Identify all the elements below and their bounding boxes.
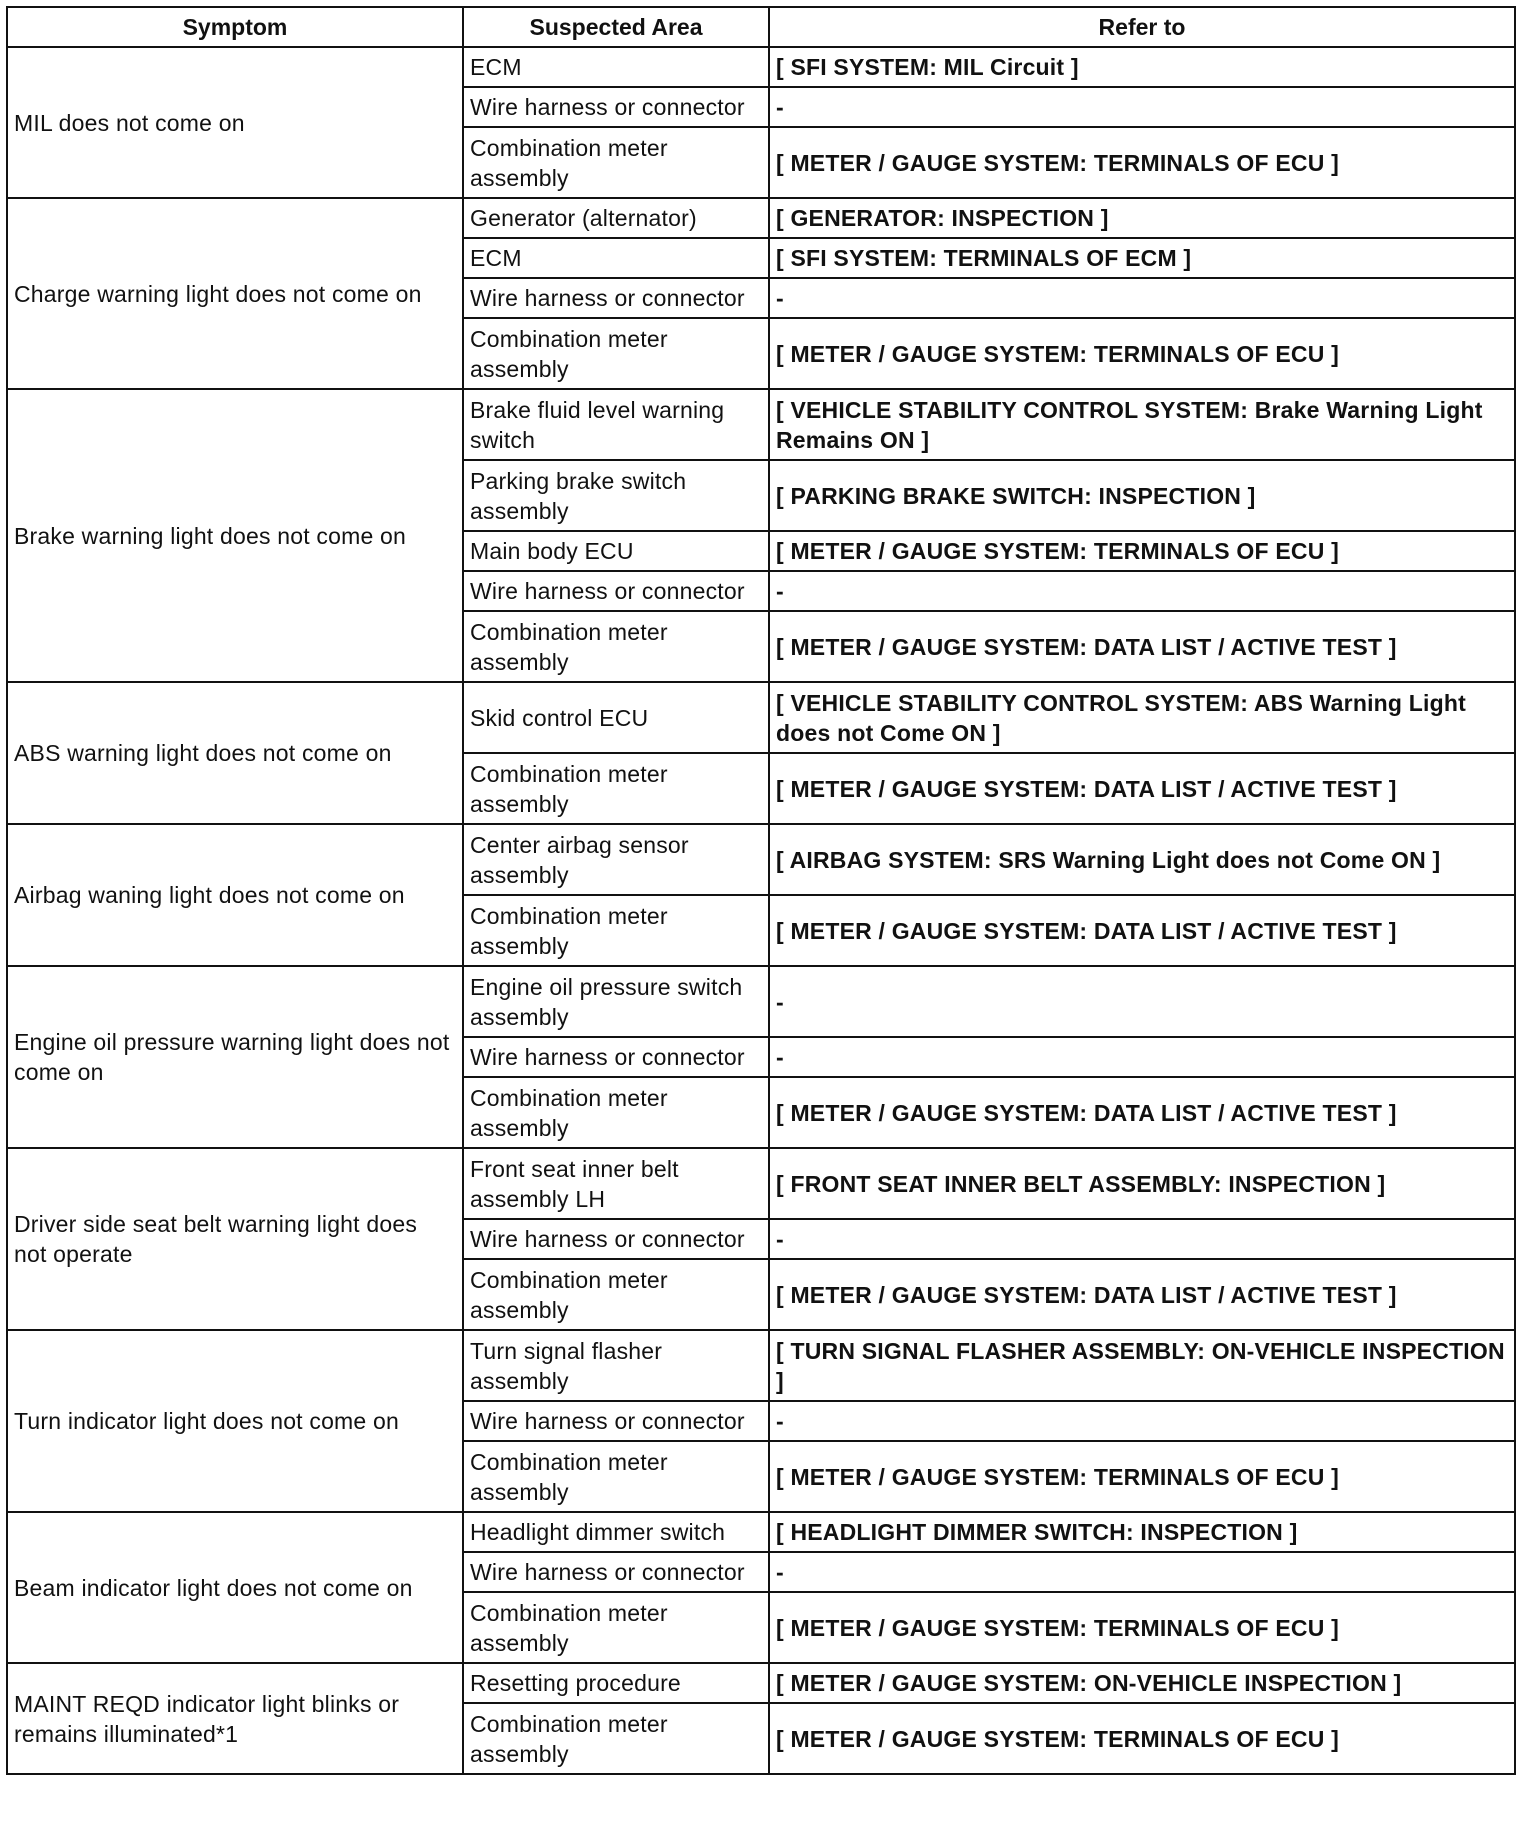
symptom-cell: Brake warning light does not come on — [7, 389, 463, 682]
table-row — [7, 389, 1515, 460]
symptom-cell: Turn indicator light does not come on — [7, 1330, 463, 1512]
refer-to-link[interactable]: [ METER / GAUGE SYSTEM: DATA LIST / ACTIVE TEST ] — [769, 753, 1515, 824]
suspected-area-cell: Combination meter assembly — [463, 1077, 769, 1148]
suspected-area-cell: Combination meter assembly — [463, 753, 769, 824]
symptom-cell: MIL does not come on — [7, 47, 463, 198]
refer-to-link[interactable]: [ VEHICLE STABILITY CONTROL SYSTEM: Brake Warning Light Remains ON ] — [769, 389, 1515, 460]
suspected-area-cell: Combination meter assembly — [463, 318, 769, 389]
problem-symptoms-table — [6, 6, 1516, 1775]
suspected-area-cell: ECM — [463, 47, 769, 87]
suspected-area-cell: Front seat inner belt assembly LH — [463, 1148, 769, 1219]
table-row — [7, 198, 1515, 238]
suspected-area-cell: Wire harness or connector — [463, 571, 769, 611]
refer-to-link[interactable]: [ METER / GAUGE SYSTEM: TERMINALS OF ECU ] — [769, 1592, 1515, 1663]
refer-to-link[interactable]: [ SFI SYSTEM: TERMINALS OF ECM ] — [769, 238, 1515, 278]
symptom-cell: Charge warning light does not come on — [7, 198, 463, 389]
suspected-area-cell: Combination meter assembly — [463, 127, 769, 198]
refer-to-link[interactable]: [ METER / GAUGE SYSTEM: TERMINALS OF ECU ] — [769, 531, 1515, 571]
suspected-area-cell: Center airbag sensor assembly — [463, 824, 769, 895]
refer-to-link[interactable]: [ TURN SIGNAL FLASHER ASSEMBLY: ON-VEHICLE INSPECTION ] — [769, 1330, 1515, 1401]
refer-to-cell: - — [769, 571, 1515, 611]
refer-to-link[interactable]: [ PARKING BRAKE SWITCH: INSPECTION ] — [769, 460, 1515, 531]
suspected-area-cell: Resetting procedure — [463, 1663, 769, 1703]
suspected-area-cell: Turn signal flasher assembly — [463, 1330, 769, 1401]
table-row — [7, 966, 1515, 1037]
suspected-area-cell: Wire harness or connector — [463, 1401, 769, 1441]
suspected-area-cell: Wire harness or connector — [463, 1037, 769, 1077]
symptom-cell: Airbag waning light does not come on — [7, 824, 463, 966]
refer-to-link[interactable]: [ SFI SYSTEM: MIL Circuit ] — [769, 47, 1515, 87]
refer-to-cell: - — [769, 966, 1515, 1037]
refer-to-link[interactable]: [ METER / GAUGE SYSTEM: TERMINALS OF ECU ] — [769, 127, 1515, 198]
refer-to-cell: - — [769, 1219, 1515, 1259]
refer-to-cell: - — [769, 1401, 1515, 1441]
suspected-area-cell: Wire harness or connector — [463, 1219, 769, 1259]
suspected-area-cell: Wire harness or connector — [463, 1552, 769, 1592]
table-row — [7, 47, 1515, 87]
suspected-area-cell: Combination meter assembly — [463, 611, 769, 682]
refer-to-link[interactable]: [ METER / GAUGE SYSTEM: DATA LIST / ACTIVE TEST ] — [769, 895, 1515, 966]
header-symptom: Symptom — [7, 7, 463, 47]
suspected-area-cell: ECM — [463, 238, 769, 278]
suspected-area-cell: Combination meter assembly — [463, 1703, 769, 1774]
refer-to-cell: - — [769, 87, 1515, 127]
symptom-cell: Beam indicator light does not come on — [7, 1512, 463, 1663]
refer-to-cell: - — [769, 1552, 1515, 1592]
suspected-area-cell: Combination meter assembly — [463, 1592, 769, 1663]
suspected-area-cell: Combination meter assembly — [463, 895, 769, 966]
refer-to-link[interactable]: [ METER / GAUGE SYSTEM: DATA LIST / ACTIVE TEST ] — [769, 1259, 1515, 1330]
suspected-area-cell: Skid control ECU — [463, 682, 769, 753]
table-row — [7, 682, 1515, 753]
refer-to-link[interactable]: [ METER / GAUGE SYSTEM: TERMINALS OF ECU ] — [769, 1441, 1515, 1512]
table-row — [7, 1148, 1515, 1219]
symptom-cell: Driver side seat belt warning light does not operate — [7, 1148, 463, 1330]
header-row — [7, 7, 1515, 47]
suspected-area-cell: Wire harness or connector — [463, 87, 769, 127]
symptom-cell: MAINT REQD indicator light blinks or remains illuminated*1 — [7, 1663, 463, 1774]
header-suspected-area: Suspected Area — [463, 7, 769, 47]
refer-to-link[interactable]: [ METER / GAUGE SYSTEM: TERMINALS OF ECU ] — [769, 318, 1515, 389]
suspected-area-cell: Engine oil pressure switch assembly — [463, 966, 769, 1037]
suspected-area-cell: Parking brake switch assembly — [463, 460, 769, 531]
refer-to-link[interactable]: [ METER / GAUGE SYSTEM: DATA LIST / ACTIVE TEST ] — [769, 611, 1515, 682]
refer-to-link[interactable]: [ METER / GAUGE SYSTEM: ON-VEHICLE INSPECTION ] — [769, 1663, 1515, 1703]
symptom-cell: Engine oil pressure warning light does not come on — [7, 966, 463, 1148]
refer-to-link[interactable]: [ GENERATOR: INSPECTION ] — [769, 198, 1515, 238]
symptom-cell: ABS warning light does not come on — [7, 682, 463, 824]
table-row — [7, 1330, 1515, 1401]
suspected-area-cell: Main body ECU — [463, 531, 769, 571]
refer-to-link[interactable]: [ METER / GAUGE SYSTEM: DATA LIST / ACTIVE TEST ] — [769, 1077, 1515, 1148]
troubleshooting-sheet — [6, 6, 1514, 1775]
suspected-area-cell: Headlight dimmer switch — [463, 1512, 769, 1552]
header-refer-to: Refer to — [769, 7, 1515, 47]
refer-to-link[interactable]: [ METER / GAUGE SYSTEM: TERMINALS OF ECU ] — [769, 1703, 1515, 1774]
refer-to-cell: - — [769, 278, 1515, 318]
refer-to-cell: - — [769, 1037, 1515, 1077]
table-row — [7, 1663, 1515, 1703]
table-row — [7, 824, 1515, 895]
suspected-area-cell: Brake fluid level warning switch — [463, 389, 769, 460]
refer-to-link[interactable]: [ AIRBAG SYSTEM: SRS Warning Light does not Come ON ] — [769, 824, 1515, 895]
table-row — [7, 1512, 1515, 1552]
refer-to-link[interactable]: [ FRONT SEAT INNER BELT ASSEMBLY: INSPECTION ] — [769, 1148, 1515, 1219]
suspected-area-cell: Generator (alternator) — [463, 198, 769, 238]
refer-to-link[interactable]: [ VEHICLE STABILITY CONTROL SYSTEM: ABS Warning Light does not Come ON ] — [769, 682, 1515, 753]
suspected-area-cell: Combination meter assembly — [463, 1259, 769, 1330]
suspected-area-cell: Wire harness or connector — [463, 278, 769, 318]
suspected-area-cell: Combination meter assembly — [463, 1441, 769, 1512]
refer-to-link[interactable]: [ HEADLIGHT DIMMER SWITCH: INSPECTION ] — [769, 1512, 1515, 1552]
